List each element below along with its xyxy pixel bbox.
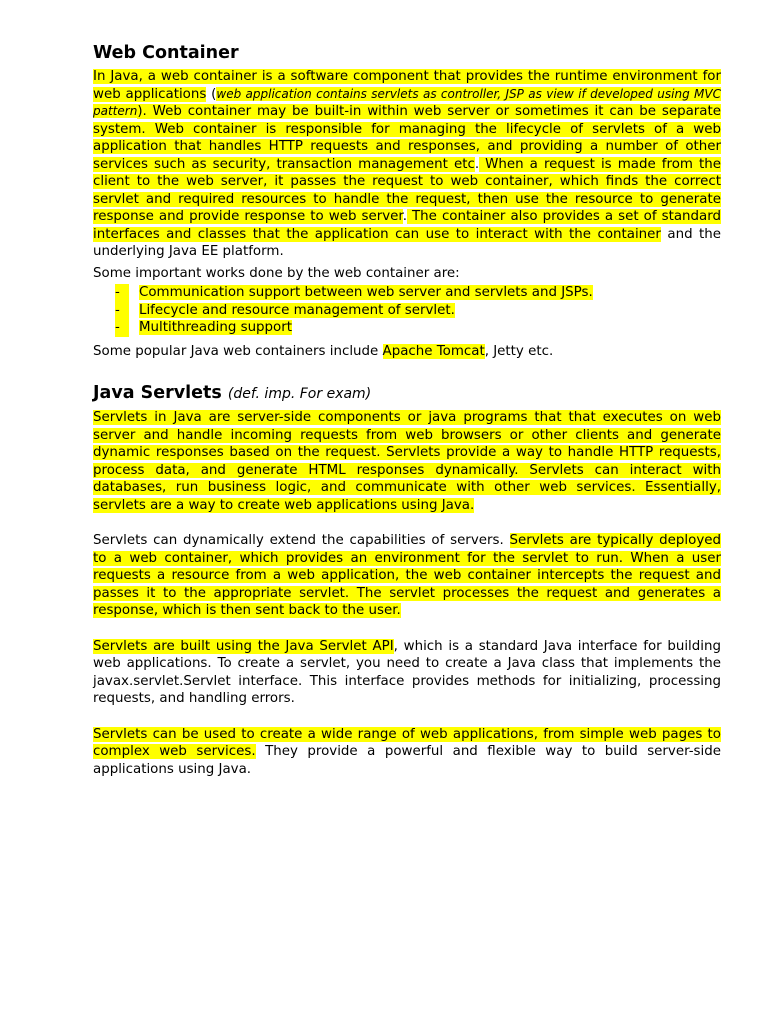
heading-web-container xyxy=(93,42,721,64)
list-item xyxy=(115,302,721,320)
paragraph-popular-containers xyxy=(93,343,721,361)
heading-text: Web Container xyxy=(93,43,239,63)
list-item-text: Lifecycle and resource management of servlet. xyxy=(139,302,455,318)
highlight-text: Servlets are typically deployed to a web container, which provides an environment for the servlet to run. When a user requests a resource from a web application, the web container intercepts the request and passes it to the appropriate servlet. The servlet processes the request and generates a response, which is then sent back to the user. xyxy=(93,533,721,618)
list-bullet: - xyxy=(115,302,129,320)
plain-text: , Jetty etc. xyxy=(484,343,554,359)
highlight-italic-note: web application contains servlets as controller, JSP as view if developed using MVC pattern xyxy=(93,86,721,118)
list-item-text: Communication support between web server and servlets and JSPs. xyxy=(139,285,593,300)
heading-java-servlets xyxy=(93,382,721,405)
highlight-text: The container also provides a set of standard interfaces and classes that the application can use to interact with the container xyxy=(93,209,721,242)
plain-text: Servlets can dynamically extend the capabilities of servers. xyxy=(93,533,510,548)
plain-text: ( xyxy=(206,86,217,102)
paragraph-servlets-web-container xyxy=(93,532,721,620)
highlight-text: Apache Tomcat xyxy=(382,343,485,359)
plain-text: . xyxy=(402,209,407,224)
plain-text: . xyxy=(474,156,480,172)
paragraph-important-works: Some important works done by the web container are: xyxy=(93,265,460,281)
plain-text: Some popular Java web containers include xyxy=(93,343,383,359)
highlight-text: ). xyxy=(137,104,147,119)
plain-text: They provide a powerful and flexible way to build server-side applications using Java. xyxy=(93,744,721,777)
heading-subtitle: (def. imp. For exam) xyxy=(227,386,372,402)
highlight-text: Servlets in Java are server-side components or java programs that that executes on web server and handle incoming requests from web browsers or other clients and generate dynamic responses based on the request. Servlets provide a way to handle HTTP requests, process data, and generate HTML responses dynamically. Servlets can interact with databases, run business logic, and communicate with other web services. Essentially, servlets are a way to create web applications using Java. xyxy=(93,410,721,513)
paragraph-web-container-intro xyxy=(93,68,721,261)
list-item xyxy=(115,284,721,302)
highlight-text: Servlets are built using the Java Servlet API xyxy=(93,638,394,654)
list-bullet: - xyxy=(115,319,129,337)
works-list xyxy=(93,284,721,337)
paragraph-servlet-api xyxy=(93,638,721,708)
list-item xyxy=(115,319,721,337)
highlight-text: When a request is made from the client to the web server, it passes the request to web container, which finds the correct servlet and required resources to handle the request, then use the resource to generate response and provide response to web server xyxy=(93,156,721,224)
highlight-text: Servlets can be used to create a wide range of web applications, from simple web pages to complex web services. xyxy=(93,726,721,759)
list-item-text: Multithreading support xyxy=(139,320,292,335)
list-bullet: - xyxy=(115,284,129,302)
highlight-text: In Java, a web container is a software component that provides the runtime environment for web applications xyxy=(93,69,721,102)
highlight-text: Web container may be built-in within web server or sometimes it can be separate system. xyxy=(93,104,721,137)
highlight-text: Web container is responsible for managing the lifecycle of servlets of a web application that handles HTTP requests and responses, and providing a number of other services such as security, transaction management etc xyxy=(93,121,721,172)
paragraph-servlet-uses xyxy=(93,726,721,779)
document-page xyxy=(93,42,721,778)
plain-text: and the underlying Java EE platform. xyxy=(93,226,722,259)
heading-text: Java Servlets xyxy=(93,383,222,403)
paragraph-servlets-definition xyxy=(93,409,721,514)
plain-text: , which is a standard Java interface for building web applications. To create a servlet, you need to create a Java class that implements the javax.servlet.Servlet interface. This interface provides methods for initializing, processing requests, and handling errors. xyxy=(93,638,721,706)
